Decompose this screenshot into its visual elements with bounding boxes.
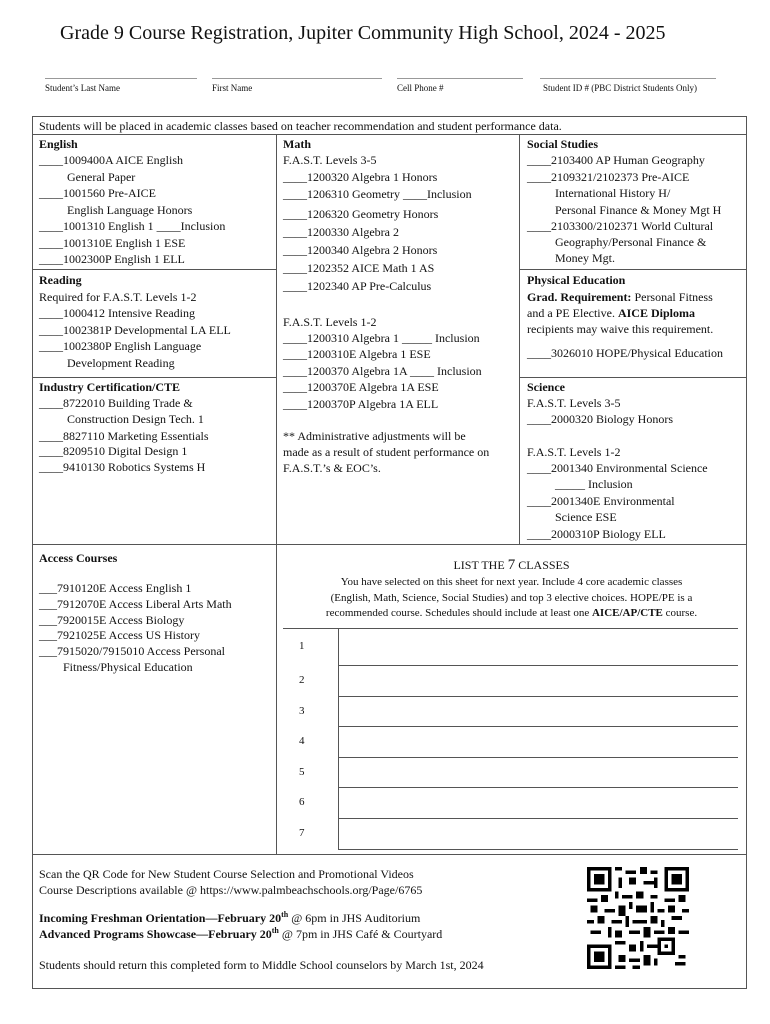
access-course-fitness-cont: Fitness/Physical Education [63, 660, 193, 674]
cte-course-building-cont: Construction Design Tech. 1 [67, 412, 204, 426]
math-level-1-2: F.A.S.T. Levels 1-2 [283, 315, 377, 329]
pe-waiver: recipients may waive this requirement. [527, 322, 714, 336]
list-heading: LIST THE 7 CLASSES [453, 557, 570, 573]
cte-heading: Industry Certification/CTE [39, 380, 180, 394]
math-course-alg1a-ell[interactable]: ____1200370P Algebra 1A ELL [283, 397, 439, 411]
qr-code-icon[interactable] [587, 862, 689, 974]
class-slot-1-number: 1 [299, 640, 305, 652]
student-id-label: Student ID # (PBC District Students Only) [543, 83, 698, 93]
english-course-preaice[interactable]: ____1001560 Pre-AICE [39, 186, 156, 200]
class-slot-4-input[interactable] [340, 728, 736, 756]
science-course-env-ese[interactable]: ____2001340E Environmental [527, 494, 675, 508]
math-course-aice[interactable]: ____1202352 AICE Math 1 AS [283, 261, 435, 275]
science-level-1-2: F.A.S.T. Levels 1-2 [527, 445, 621, 459]
first-name-label: First Name [212, 83, 253, 93]
cte-course-building[interactable]: ____8722010 Building Trade & [39, 396, 193, 410]
pe-course-hope[interactable]: ____3026010 HOPE/Physical Education [527, 346, 723, 360]
student-id-field[interactable] [540, 78, 716, 79]
math-course-alg1h[interactable]: ____1200320 Algebra 1 Honors [283, 170, 438, 184]
english-course-eng1-ese[interactable]: ____1001310E English 1 ESE [39, 236, 186, 250]
math-course-precalc[interactable]: ____1202340 AP Pre-Calculus [283, 279, 432, 293]
english-course-preaice-cont: English Language Honors [67, 203, 193, 217]
math-course-alg1a[interactable]: ____1200370 Algebra 1A ____ Inclusion [283, 364, 482, 378]
last-name-field[interactable] [45, 78, 197, 79]
science-level-3-5: F.A.S.T. Levels 3-5 [527, 396, 621, 410]
qr-instruction: Scan the QR Code for New Student Course Selection and Promotional Videos [39, 867, 414, 881]
intro-text: Students will be placed in academic classes based on teacher recommendation and student performance data. [39, 119, 562, 133]
cell-phone-label: Cell Phone # [397, 83, 444, 93]
class-slot-5-number: 5 [299, 766, 305, 778]
english-course-eng1-ell[interactable]: ____1002300P English 1 ELL [39, 252, 185, 266]
access-course-biology[interactable]: ___7920015E Access Biology [39, 613, 185, 627]
science-course-env[interactable]: ____2001340 Environmental Science [527, 461, 708, 475]
science-course-bio-ell[interactable]: ____2000310P Biology ELL [527, 527, 666, 541]
social-course-aphg[interactable]: ____2103400 AP Human Geography [527, 153, 705, 167]
social-course-world-cont1: Geography/Personal Finance & [555, 235, 707, 249]
reading-course-intensive[interactable]: ____1000412 Intensive Reading [39, 306, 195, 320]
access-course-math[interactable]: ___7912070E Access Liberal Arts Math [39, 597, 232, 611]
class-slot-5-input[interactable] [340, 759, 736, 786]
math-level-3-5: F.A.S.T. Levels 3-5 [283, 153, 377, 167]
cell-phone-field[interactable] [397, 78, 523, 79]
access-course-english[interactable]: ___7910120E Access English 1 [39, 581, 192, 595]
math-course-geometry-h[interactable]: ____1206320 Geometry Honors [283, 207, 439, 221]
last-name-label: Student’s Last Name [45, 83, 120, 93]
first-name-field[interactable] [212, 78, 382, 79]
science-course-env-ese-cont: Science ESE [555, 510, 617, 524]
class-slot-2-input[interactable] [340, 667, 736, 695]
reading-course-eld-cont: Development Reading [67, 356, 175, 370]
science-course-env-inclusion: _____ Inclusion [555, 477, 633, 491]
math-note-3: F.A.S.T.’s & EOC’s. [283, 461, 381, 475]
reading-course-eld[interactable]: ____1002380P English Language [39, 339, 202, 353]
class-slot-7-input[interactable] [340, 820, 736, 848]
class-slot-3-number: 3 [299, 705, 305, 717]
list-description: You have selected on this sheet for next year. Include 4 core academic classes (English, Math, Science, Social Studies) and top 3 elective choices. HOPE/PE is a recommended course. Schedules should include at least one AICE/AP/CTE course. [325, 576, 698, 619]
english-course-eng1[interactable]: ____1001310 English 1 ____Inclusion [39, 219, 226, 233]
pe-requirement: Grad. Requirement: Personal Fitness [527, 290, 713, 304]
page-title: Grade 9 Course Registration, Jupiter Community High School, 2024 - 2025 [60, 22, 666, 44]
class-slot-7-number: 7 [299, 827, 305, 839]
math-note-2: made as a result of student performance on [283, 445, 490, 459]
cte-course-robotics[interactable]: ____9410130 Robotics Systems H [39, 460, 206, 474]
access-course-fitness[interactable]: ___7915020/7915010 Access Personal [39, 644, 225, 658]
class-slot-4-number: 4 [299, 735, 305, 747]
math-course-alg2[interactable]: ____1200330 Algebra 2 [283, 225, 399, 239]
class-slot-1-input[interactable] [340, 640, 736, 664]
cte-course-marketing[interactable]: ____8827110 Marketing Essentials [39, 429, 209, 443]
return-instructions: Students should return this completed form to Middle School counselors by March 1st, 2024 [39, 958, 484, 972]
reading-course-developmental[interactable]: ____1002381P Developmental LA ELL [39, 323, 231, 337]
freshman-orientation: Incoming Freshman Orientation—February 20th @ 6pm in JHS Auditorium [39, 910, 421, 925]
science-heading: Science [527, 380, 565, 394]
class-slot-6-number: 6 [299, 796, 305, 808]
social-heading: Social Studies [527, 137, 599, 151]
math-course-alg1[interactable]: ____1200310 Algebra 1 _____ Inclusion [283, 331, 480, 345]
english-course-aice[interactable]: ____1009400A AICE English [39, 153, 184, 167]
math-course-geometry[interactable]: ____1206310 Geometry ____Inclusion [283, 187, 472, 201]
pe-elective: and a PE Elective. AICE Diploma [527, 306, 695, 320]
math-course-alg1-ese[interactable]: ____1200310E Algebra 1 ESE [283, 347, 431, 361]
course-descriptions-link[interactable]: Course Descriptions available @ https://www.palmbeachschools.org/Page/6765 [39, 883, 423, 897]
reading-heading: Reading [39, 273, 82, 287]
cte-course-digital[interactable]: ____8209510 Digital Design 1 [39, 444, 188, 458]
english-heading: English [39, 137, 78, 151]
math-course-alg1a-ese[interactable]: ____1200370E Algebra 1A ESE [283, 380, 439, 394]
pe-heading: Physical Education [527, 273, 626, 287]
math-note-1: ** Administrative adjustments will be [283, 429, 466, 443]
social-course-world-cont2: Money Mgt. [555, 251, 615, 265]
class-slot-3-input[interactable] [340, 698, 736, 725]
social-course-preaice[interactable]: ____2109321/2102373 Pre-AICE [527, 170, 690, 184]
math-course-alg2h[interactable]: ____1200340 Algebra 2 Honors [283, 243, 438, 257]
social-course-preaice-cont2: Personal Finance & Money Mgt H [555, 203, 722, 217]
access-heading: Access Courses [39, 551, 118, 565]
science-course-bio-h[interactable]: ____2000320 Biology Honors [527, 412, 674, 426]
access-course-history[interactable]: ___7921025E Access US History [39, 628, 200, 642]
english-course-aice-cont: General Paper [67, 170, 136, 184]
math-heading: Math [283, 137, 311, 151]
social-course-world[interactable]: ____2103300/2102371 World Cultural [527, 219, 714, 233]
social-course-preaice-cont1: International History H/ [555, 186, 671, 200]
reading-requirement: Required for F.A.S.T. Levels 1-2 [39, 290, 197, 304]
class-slot-6-input[interactable] [340, 789, 736, 817]
class-slot-2-number: 2 [299, 674, 305, 686]
advanced-programs-showcase: Advanced Programs Showcase—February 20th @ 7pm in JHS Café & Courtyard [39, 926, 443, 941]
